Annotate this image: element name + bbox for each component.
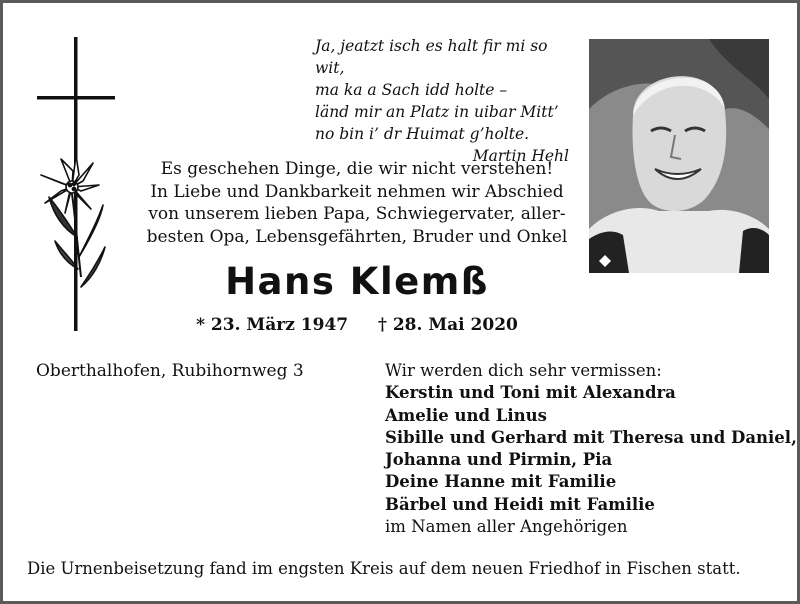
mourner-name: Johanna und Pirmin, Pia xyxy=(385,450,613,470)
edelweiss-icon xyxy=(41,155,105,287)
intro-line: Es geschehen Dinge, die wir nicht verstehen! xyxy=(160,159,554,179)
intro-line: besten Opa, Lebensgefährten, Bruder und Onkel xyxy=(146,226,568,247)
poem-line: Ja, jeatzt isch es halt fir mi so wit, xyxy=(315,37,548,77)
cross-edelweiss-icon xyxy=(31,37,131,333)
portrait-photo xyxy=(589,39,769,273)
intro-text xyxy=(141,158,573,248)
poem xyxy=(315,35,571,167)
poem-line: no bin i’ dr Huimat g’holte. xyxy=(315,125,530,143)
death-date: † 28. Mai 2020 xyxy=(378,315,518,335)
intro-line: In Liebe und Dankbarkeit nehmen wir Abschied xyxy=(150,181,564,202)
mourners-intro: Wir werden dich sehr vermissen: xyxy=(385,361,662,380)
mourner-names xyxy=(385,382,797,516)
mourner-name: Deine Hanne mit Familie xyxy=(385,472,617,492)
intro-line: von unserem lieben Papa, Schwiegervater, aller- xyxy=(148,204,566,224)
mourner-name: Amelie und Linus xyxy=(385,405,547,425)
mourners-list xyxy=(385,360,797,538)
life-dates xyxy=(141,314,573,336)
mourner-name: Sibille und Gerhard mit Theresa und Daniel, xyxy=(385,427,797,447)
portrait-image xyxy=(589,39,769,273)
deceased-name: Hans Klemß xyxy=(225,260,489,303)
birth-date: * 23. März 1947 xyxy=(196,315,349,335)
mourner-name: Kerstin und Toni mit Alexandra xyxy=(385,383,676,403)
poem-line: ma ka a Sach idd holte – xyxy=(315,81,508,99)
burial-notice: Die Urnenbeisetzung fand im engsten Kreis auf dem neuen Friedhof in Fischen statt. xyxy=(27,559,741,578)
mourners-closing: im Namen aller Angehörigen xyxy=(385,517,628,537)
family-address: Oberthalhofen, Rubihornweg 3 xyxy=(36,361,304,381)
mourner-name: Bärbel und Heidi mit Familie xyxy=(385,494,655,514)
poem-author: Martin Hehl xyxy=(472,147,569,165)
poem-line: länd mir an Platz in uibar Mitt’ xyxy=(315,103,559,121)
